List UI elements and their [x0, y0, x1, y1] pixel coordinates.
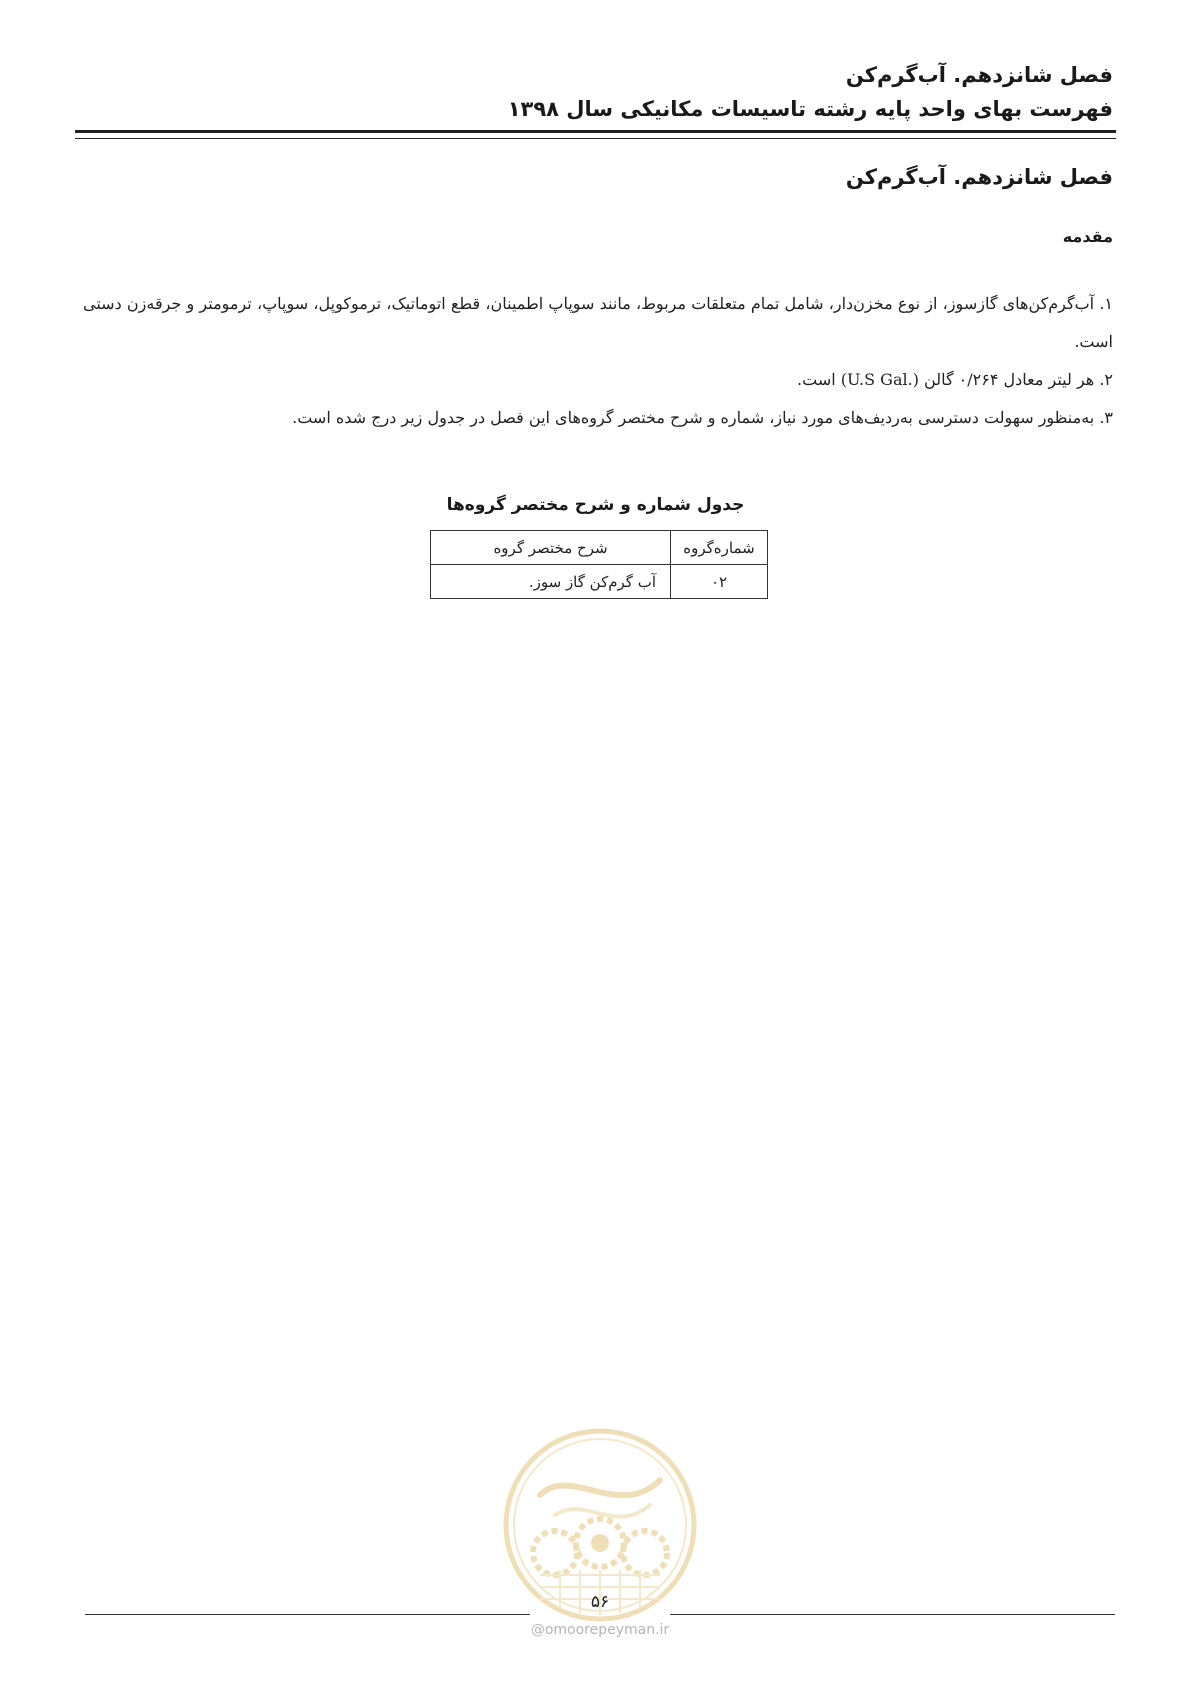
footer-rule-right — [670, 1614, 1115, 1615]
page-number: ۵۶ — [590, 1592, 610, 1612]
paragraph-1: ۱. آب‌گرم‌کن‌های گازسوز، از نوع مخزن‌دار، شامل تمام متعلقات مربوط، مانند سوپاپ اطمینان، قطع اتوماتیک، ترموکوپل، سوپاپ، ترمومتر و جرقه‌زن دستی است. — [83, 294, 1113, 351]
header-group-description: شرح مختصر گروه — [431, 531, 671, 565]
groups-table — [430, 530, 768, 599]
chapter-title: فصل شانزدهم. آب‌گرم‌کن — [845, 165, 1113, 189]
group-number-cell: ۰۲ — [671, 565, 768, 599]
table-title: جدول شماره و شرح مختصر گروه‌ها — [446, 495, 745, 515]
header-document-title: فهرست بهای واحد پایه رشته تاسیسات مکانیکی سال ۱۳۹۸ — [507, 97, 1113, 121]
intro-paragraphs — [83, 285, 1113, 437]
table-header-row — [431, 531, 768, 565]
header-group-number: شماره‌گروه — [671, 531, 768, 565]
site-watermark-text: @omoorepeyman.ir — [530, 1622, 670, 1638]
page-header — [78, 58, 1113, 126]
footer-rule-left — [85, 1614, 530, 1615]
header-chapter-title: فصل شانزدهم. آب‌گرم‌کن — [845, 63, 1113, 87]
table-row — [431, 565, 768, 599]
paragraph-3: ۳. به‌منظور سهولت دسترسی به‌ردیف‌های مورد نیاز، شماره و شرح مختصر گروه‌های این فصل در جدول زیر درج شده است. — [292, 408, 1113, 427]
header-rule — [75, 130, 1116, 139]
paragraph-2: ۲. هر لیتر معادل ۰/۲۶۴ گالن (.U.S Gal) است. — [797, 370, 1113, 389]
intro-heading: مقدمه — [1062, 227, 1113, 246]
group-description-cell: آب گرم‌کن گاز سوز. — [431, 565, 671, 599]
